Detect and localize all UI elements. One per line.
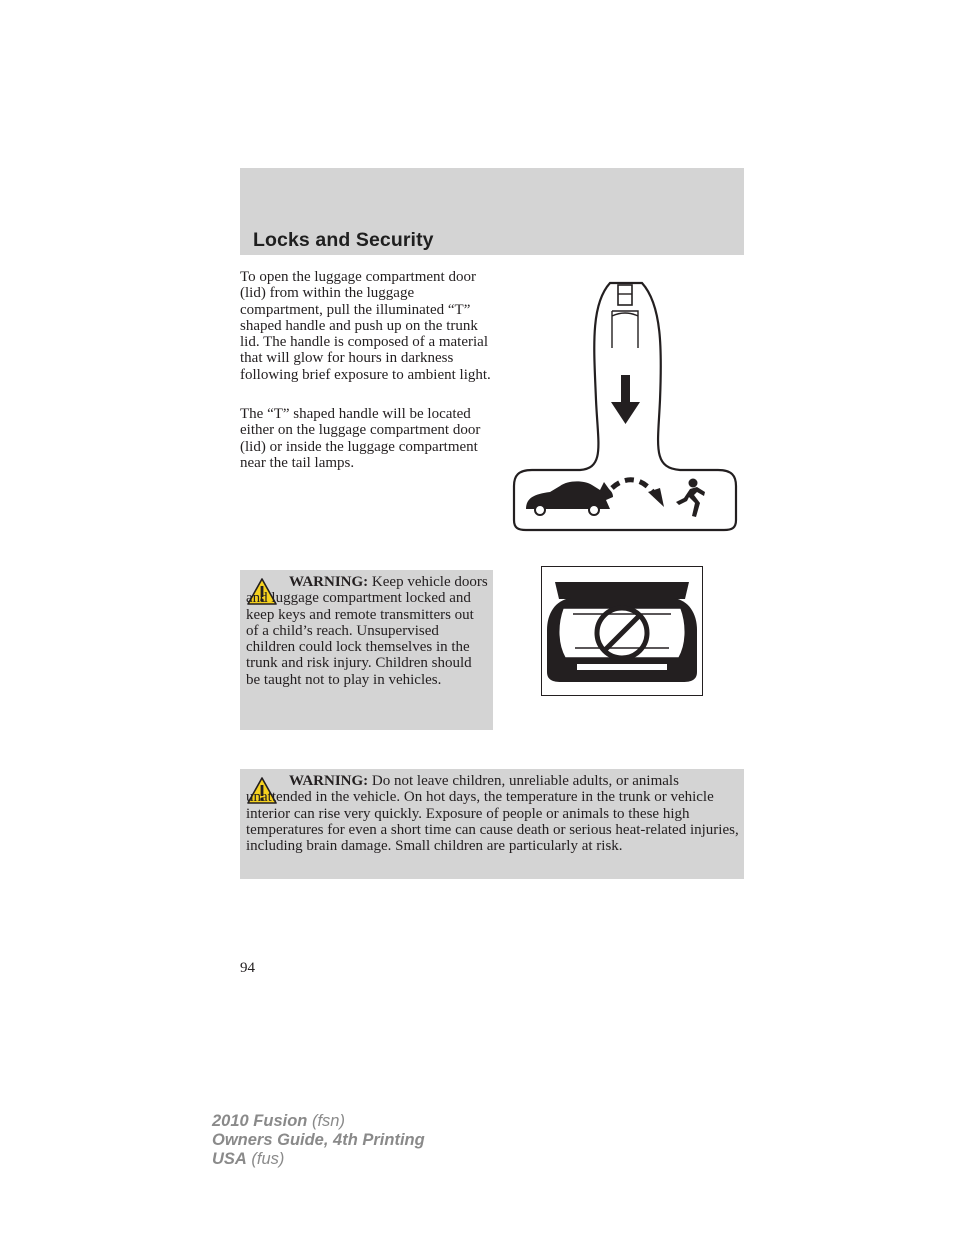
footer-line-3 [212, 1150, 425, 1169]
arrow-shaft [621, 375, 630, 403]
paragraph-text: The “T” shaped handle will be located either on the luggage compartment door (lid) or inside the luggage compartment near the tail lamps. [240, 406, 481, 471]
warning-label: WARNING: [289, 574, 369, 590]
footer-model: 2010 Fusion [212, 1112, 308, 1130]
warning-text [246, 574, 489, 688]
warning-box-2 [240, 769, 744, 879]
page-number: 94 [240, 960, 255, 976]
warning-box-1 [240, 570, 493, 730]
footer-model-code: (fsn) [307, 1112, 345, 1130]
footer-line-1 [212, 1112, 425, 1131]
trunk-prohibition-illustration [541, 566, 703, 696]
warning-label: WARNING: [289, 773, 369, 789]
body-paragraph-1 [240, 269, 495, 383]
paragraph-text: To open the luggage compartment door (lid) from within the luggage compartment, pull the illuminated “T” shaped handle and push up on the trunk lid. The handle is composed of a material that will glow for hours in darkness following brief exposure to ambient light. [240, 269, 491, 383]
footer-edition: Owners Guide, 4th Printing [212, 1131, 425, 1149]
footer-region-code: (fus) [246, 1150, 285, 1168]
t-handle-illustration [512, 280, 738, 534]
footer-line-2 [212, 1131, 425, 1150]
warning-body: Do not leave children, unreliable adults, or animals unattended in the vehicle. On hot days, the temperature in the trunk or vehicle interior can rise very quickly. Exposure of people or animals to these high temperatures for even a short time can cause death or serious heat-related injuries, including brain damage. Small children are particularly at risk. [246, 773, 739, 855]
warning-text [246, 773, 740, 854]
document-footer [212, 1112, 425, 1169]
body-paragraph-2 [240, 406, 495, 471]
footer-region: USA [212, 1150, 247, 1168]
warning-body: Keep vehicle doors and luggage compartment locked and keep keys and remote transmitters out of a child’s reach. Unsupervised children could lock themselves in the trunk and risk injury. Children should be taught not to play in vehicles. [246, 574, 488, 688]
trunk-lid [555, 582, 689, 599]
section-title: Locks and Security [253, 229, 434, 251]
